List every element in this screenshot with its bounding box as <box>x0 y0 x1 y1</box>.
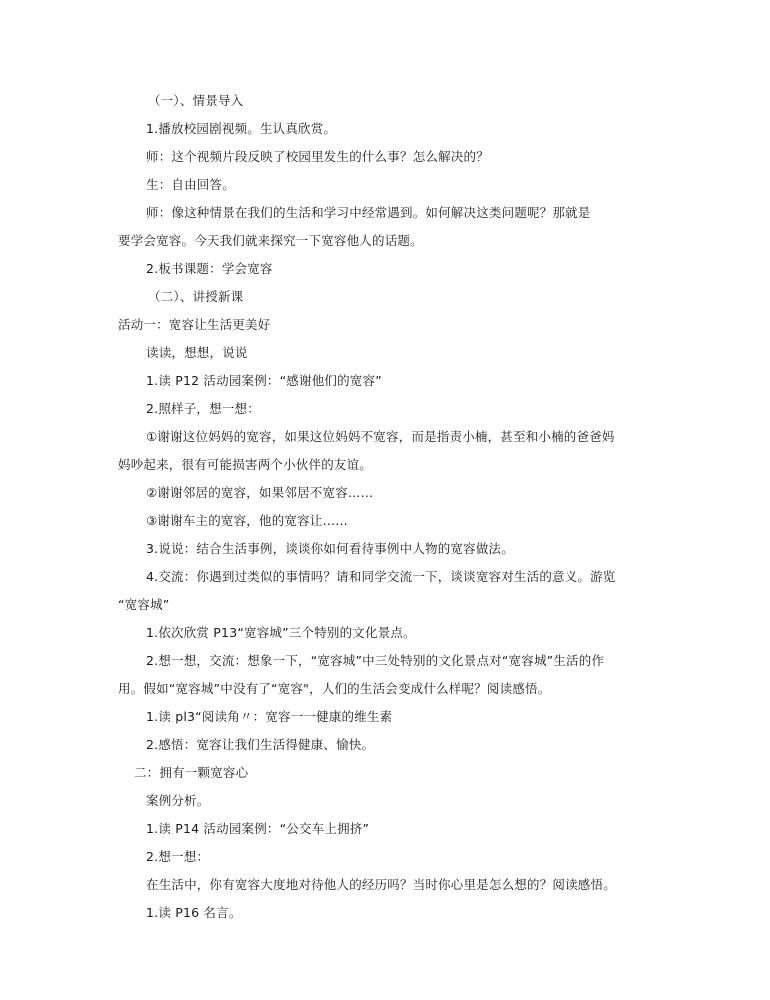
paragraph: 1.依次欣赏 P13“宽容城”三个特别的文化景点。 <box>146 625 416 640</box>
paragraph: 1.读 P12 活动园案例：“感谢他们的宽容” <box>146 373 382 388</box>
paragraph: 1.读 P14 活动园案例：“公交车上拥挤” <box>146 821 370 836</box>
paragraph: 师：像这种情景在我们的生活和学习中经常遇到。如何解决这类问题呢？那就是 <box>146 205 591 220</box>
paragraph: 2.板书课题：学会宽容 <box>146 261 273 276</box>
paragraph: 在生活中，你有宽容大度地对待他人的经历吗？当时你心里是怎么想的？阅读感悟。 <box>146 877 616 892</box>
paragraph: 妈吵起来，很有可能损害两个小伙伴的友谊。 <box>118 457 373 472</box>
section-heading-intro: （一）、情景导入 <box>148 93 244 108</box>
paragraph: 读读，想想，说说 <box>146 345 248 360</box>
paragraph: 1.播放校园剧视频。生认真欣赏。 <box>146 121 337 136</box>
paragraph: 2.照样子，想一想： <box>146 401 260 416</box>
paragraph: 要学会宽容。今天我们就来探究一下宽容他人的话题。 <box>118 233 423 248</box>
paragraph: 3.说说：结合生活事例，谈谈你如何看待事例中人物的宽容做法。 <box>146 541 514 556</box>
paragraph: 案例分析。 <box>146 793 210 808</box>
paragraph: 2.想一想，交流：想象一下，“宽容城”中三处特别的文化景点对“宽容城”生活的作 <box>146 653 605 668</box>
paragraph: 4.交流：你遇到过类似的事情吗？请和同学交流一下，谈谈宽容对生活的意义。游览 <box>146 569 616 584</box>
paragraph: 1.读 P16 名言。 <box>146 905 242 920</box>
paragraph: ①谢谢这位妈妈的宽容，如果这位妈妈不宽容，而是指责小楠，甚至和小楠的爸爸妈 <box>146 429 615 444</box>
section-heading-tolerant-heart: 二：拥有一颗宽容心 <box>134 765 249 780</box>
paragraph: “宽容城” <box>118 597 170 612</box>
paragraph: 师：这个视频片段反映了校园里发生的什么事？怎么解决的？ <box>146 149 489 164</box>
paragraph: 2.想一想： <box>146 849 210 864</box>
paragraph: 2.感悟：宽容让我们生活得健康、愉快。 <box>146 737 375 752</box>
section-heading-new-lesson: （二）、讲授新课 <box>148 289 244 304</box>
paragraph: 生：自由回答。 <box>146 177 235 192</box>
activity-heading: 活动一：宽容让生活更美好 <box>118 317 271 332</box>
paragraph: ③谢谢车主的宽容，他的宽容让…… <box>146 513 348 528</box>
paragraph: ②谢谢邻居的宽容，如果邻居不宽容…… <box>146 485 374 500</box>
paragraph: 1.读 pl3“阅读角〃：宽容一一健康的维生素 <box>146 709 393 724</box>
paragraph: 用。假如“宽容城”中没有了“宽容"，人们的生活会变成什么样呢？阅读感悟。 <box>118 681 551 696</box>
